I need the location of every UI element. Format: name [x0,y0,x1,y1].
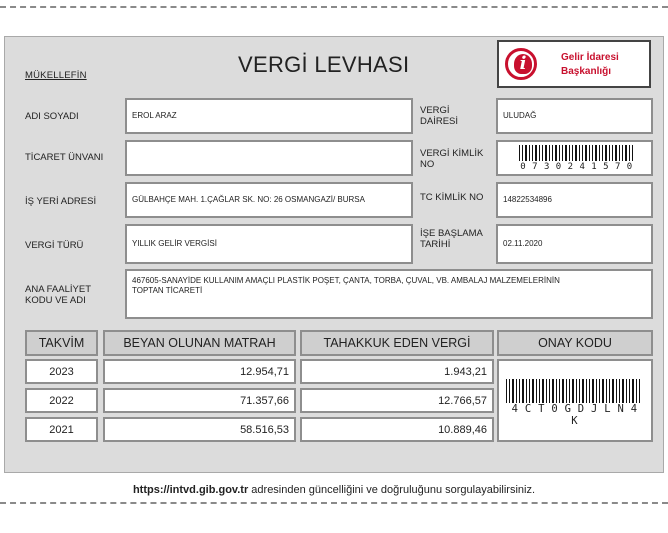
logo-text-line2: Başkanlığı [561,66,612,77]
ana-faaliyet-label [25,284,91,306]
ana-faaliyet-label-line1: ANA FAALİYET [25,284,91,295]
vergi-turu-value: YILLIK GELİR VERGİSİ [132,239,217,248]
vergi-dairesi-label-line2: DAİRESİ [420,116,459,127]
onay-kodu-barcode-bars [506,379,643,403]
mukellef-label: MÜKELLEFİN [25,70,87,81]
vergi-kimlik-label [420,148,483,170]
vergi-kimlik-label-line2: NO [420,159,435,170]
is-yeri-adresi-value: GÜLBAHÇE MAH. 1.ÇAĞLAR SK. NO: 26 OSMANGAZİ/ BURSA [132,195,365,204]
table-row-year: 2023 [25,359,98,384]
onay-kodu-value: 4 C T 0 G D J L N 4 K [511,403,638,427]
col-header-takvim: TAKVİM [25,330,98,356]
onay-kodu-barcode [506,379,643,427]
ise-baslama-label-line1: İŞE BAŞLAMA [420,228,483,239]
vergi-turu-field [125,224,413,264]
vergi-dairesi-field [496,98,653,134]
adi-soyadi-value: EROL ARAZ [132,111,177,120]
vergi-dairesi-label [420,105,458,127]
vergi-kimlik-label-line1: VERGİ KİMLİK [420,148,484,159]
verification-url[interactable]: https://intvd.gib.gov.tr [132,484,249,496]
gib-logo-icon: i [505,48,537,80]
ana-faaliyet-field [125,269,653,319]
ana-faaliyet-value-line2: TOPTAN TİCARETİ [132,286,203,295]
table-row-vergi: 10.889,46 [300,417,494,442]
vergi-turu-label: VERGİ TÜRÜ [25,240,84,251]
table-row-matrah: 71.357,66 [103,388,296,413]
table-row-vergi: 1.943,21 [300,359,494,384]
ticaret-unvani-label: TİCARET ÜNVANI [25,152,104,163]
col-header-matrah: BEYAN OLUNAN MATRAH [103,330,296,356]
table-row-matrah: 12.954,71 [103,359,296,384]
table-row-matrah: 58.516,53 [103,417,296,442]
adi-soyadi-field [125,98,413,134]
vergi-kimlik-barcode-bars [519,145,634,161]
verification-text: adresinden güncelliğini ve doğruluğunu sorgulayabilirsiniz. [248,484,536,496]
document-title: VERGİ LEVHASI [238,52,410,77]
ise-baslama-label-line2: TARİHİ [420,239,451,250]
col-header-onay-kodu: ONAY KODU [497,330,653,356]
vergi-kimlik-barcode [519,145,634,173]
ise-baslama-label [420,228,483,250]
adi-soyadi-label: ADI SOYADI [25,111,79,122]
top-cut-line [0,6,668,8]
col-header-vergi: TAHAKKUK EDEN VERGİ [300,330,494,356]
verification-footer [0,484,668,496]
vergi-kimlik-digits: 0 7 3 0 2 4 1 5 7 0 [520,162,633,172]
ticaret-unvani-field [125,140,413,176]
ana-faaliyet-value-line1: 467605-SANAYİDE KULLANIM AMAÇLI PLASTİK POŞET, ÇANTA, TORBA, ÇUVAL, VB. AMBALAJ MALZEMELERİNİN [132,276,560,285]
ise-baslama-field [496,224,653,264]
tc-kimlik-value: 14822534896 [503,195,552,204]
tc-kimlik-field [496,182,653,218]
table-row-year: 2022 [25,388,98,413]
gib-logo [497,40,651,88]
ise-baslama-value: 02.11.2020 [503,239,543,248]
vergi-dairesi-value: ULUDAĞ [503,111,537,120]
bottom-cut-line [0,502,668,504]
tc-kimlik-label: TC KİMLİK NO [420,192,484,203]
is-yeri-adresi-field [125,182,413,218]
ana-faaliyet-label-line2: KODU VE ADI [25,295,86,306]
is-yeri-adresi-label: İŞ YERİ ADRESİ [25,196,97,207]
table-row-year: 2021 [25,417,98,442]
logo-text-line1: Gelir İdaresi [561,52,619,63]
table-row-vergi: 12.766,57 [300,388,494,413]
vergi-dairesi-label-line1: VERGİ [420,105,450,116]
